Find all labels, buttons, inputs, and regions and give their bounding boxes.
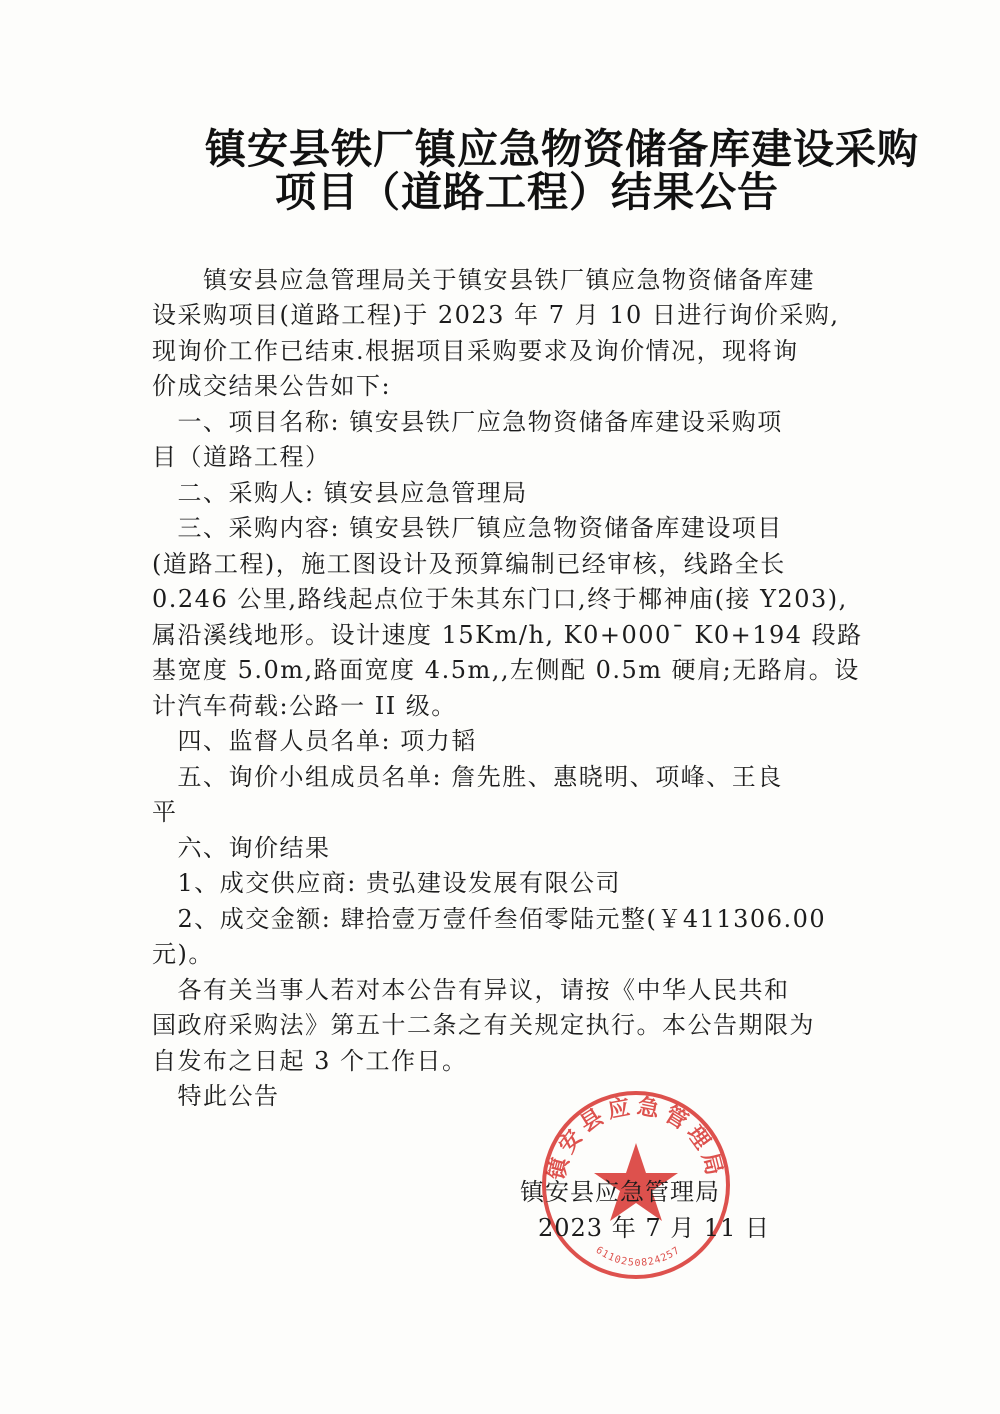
title-line-2: 项目（道路工程）结果公告 [275, 168, 779, 216]
body-line: 五、询价小组成员名单: 詹先胜、惠晓明、项峰、王良 [152, 763, 783, 791]
body-line: 设采购项目(道路工程)于 2023 年 7 月 10 日进行询价采购, [152, 301, 840, 329]
body-line: 属沿溪线地形。设计速度 15Km/h, K0+000¯ K0+194 段路 [152, 621, 863, 649]
body-line: 四、监督人员名单: 项力韬 [152, 727, 477, 755]
body-line: 二、采购人: 镇安县应急管理局 [152, 479, 528, 507]
body-line: 三、采购内容: 镇安县铁厂镇应急物资储备库建设项目 [152, 514, 783, 542]
title-line-1: 镇安县铁厂镇应急物资储备库建设采购 [205, 125, 919, 173]
svg-text:6110250824257 [594, 1245, 683, 1269]
body-line: 一、项目名称: 镇安县铁厂应急物资储备库建设采购项 [152, 408, 783, 436]
body-line: 各有关当事人若对本公告有异议，请按《中华人民共和 [152, 976, 790, 1004]
body-line: 六、询价结果 [152, 834, 331, 862]
body-line: 元)。 [152, 940, 214, 968]
body-line: 2、成交金额: 肆拾壹万壹仟叁佰零陆元整(￥411306.00 [152, 905, 827, 933]
body-line: 价成交结果公告如下: [152, 372, 392, 400]
body-line: 目（道路工程） [152, 443, 331, 471]
body-line: 平 [152, 798, 178, 826]
body-line: 自发布之日起 3 个工作日。 [152, 1047, 468, 1075]
body-line: 特此公告 [152, 1082, 280, 1110]
seal-code-text: 6110250824257 [593, 1244, 683, 1269]
body-line: 1、成交供应商: 贵弘建设发展有限公司 [152, 869, 621, 897]
body-line: 基宽度 5.0m,路面宽度 4.5m,,左侧配 0.5m 硬肩;无路肩。设 [152, 656, 860, 684]
body-line: 计汽车荷载:公路一 II 级。 [152, 692, 457, 720]
body-line: 国政府采购法》第五十二条之有关规定执行。本公告期限为 [152, 1011, 815, 1039]
body-line: (道路工程)，施工图设计及预算编制已经审核，线路全长 [152, 550, 786, 578]
body-line: 0.246 公里,路线起点位于朱其东门口,终于椰神庙(接 Y203), [152, 585, 848, 613]
seal-name-text: 镇安县应急管理局 [543, 1093, 729, 1183]
signature-date: 2023 年 7 月 11 日 [538, 1214, 771, 1242]
body-line: 现询价工作已结束.根据项目采购要求及询价情况，现将询 [152, 337, 799, 365]
signature-org: 镇安县应急管理局 [520, 1178, 720, 1206]
body-line: 镇安县应急管理局关于镇安县铁厂镇应急物资储备库建 [152, 266, 815, 294]
